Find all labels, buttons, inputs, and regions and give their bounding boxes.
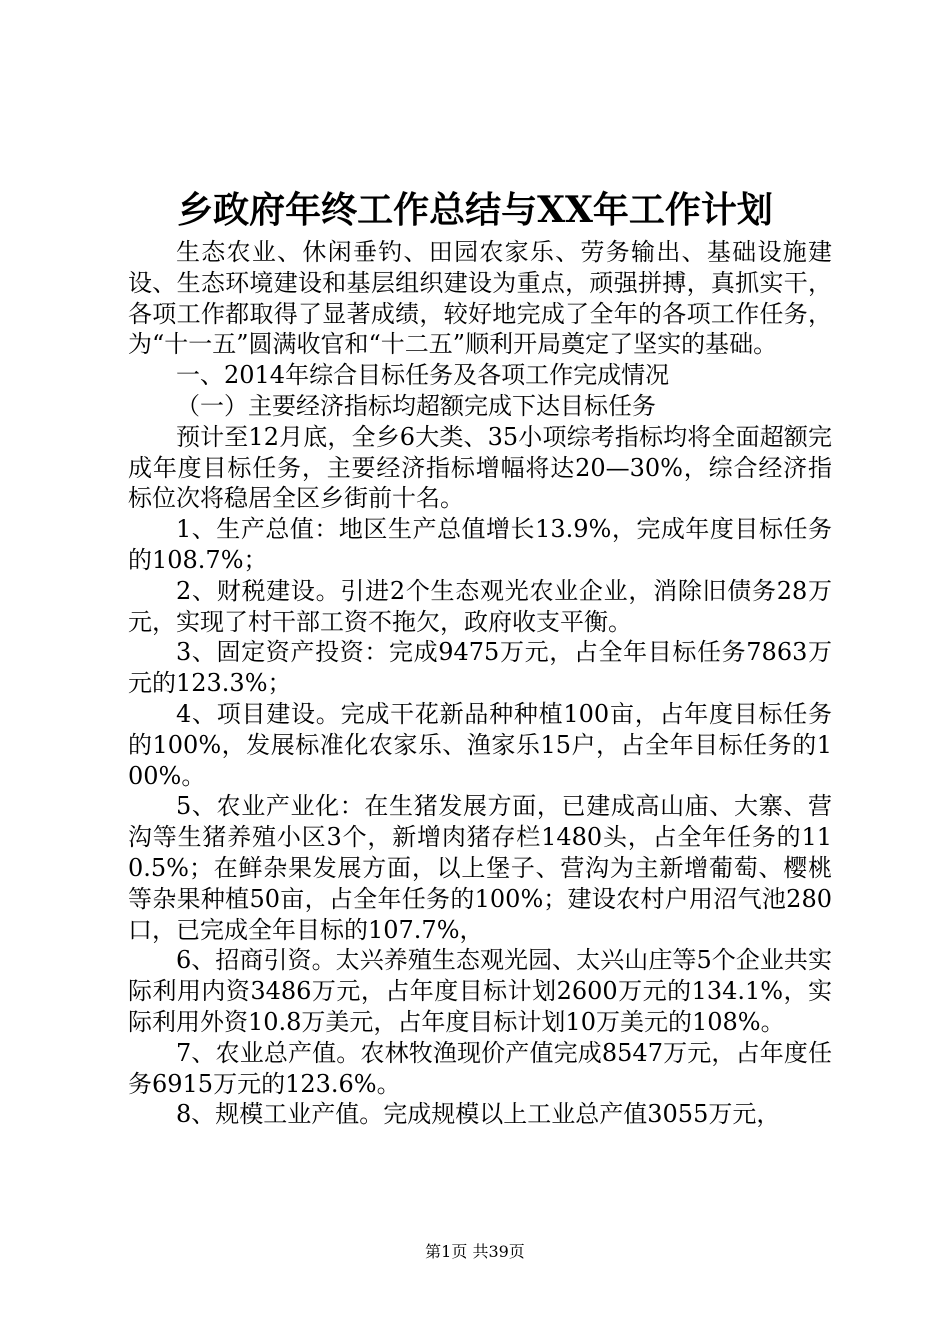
paragraph-intro: 生态农业、休闲垂钓、田园农家乐、劳务输出、基础设施建设、生态环境建设和基层组织建设为重点，顽强拼搏，真抓实干，各项工作都取得了显著成绩，较好地完成了全年的各项工作任务，为“十一五”圆满收官和“十二五”顺利开局奠定了坚实的基础。 (128, 238, 832, 359)
paragraph-overview: 预计至12月底，全乡6大类、35小项综考指标均将全面超额完成年度目标任务，主要经济指标增幅将达20—30%，综合经济指标位次将稳居全区乡街前十名。 (128, 422, 832, 513)
list-item-fixed-investment: 3、固定资产投资：完成9475万元，占全年目标任务7863万元的123.3%； (128, 638, 832, 698)
list-item-projects: 4、项目建设。完成干花新品种种植100亩，占年度目标任务的100%，发展标准化农家乐、渔家乐15户，占全年目标任务的100%。 (128, 699, 832, 790)
document-body (128, 237, 832, 1130)
document-title: 乡政府年终工作总结与XX年工作计划 (177, 189, 773, 231)
list-item-finance: 2、财税建设。引进2个生态观光农业企业，消除旧债务28万元，实现了村干部工资不拖欠，政府收支平衡。 (128, 576, 832, 636)
list-item-industry-output: 8、规模工业产值。完成规模以上工业总产值3055万元， (176, 1100, 781, 1129)
subsection-heading: （一）主要经济指标均超额完成下达目标任务 (176, 391, 656, 420)
list-item-agri-industry: 5、农业产业化：在生猪发展方面，已建成高山庙、大寨、营沟等生猪养殖小区3个，新增肉猪存栏1480头，占全年任务的110.5%；在鲜杂果发展方面，以上堡子、营沟为主新增葡萄、樱桃等杂果种植50亩，占全年任务的100%；建设农村户用沼气池280口，已完成全年目标的107.7%， (128, 792, 832, 944)
list-item-agri-output: 7、农业总产值。农林牧渔现价产值完成8547万元，占年度任务6915万元的123.6%。 (128, 1038, 832, 1098)
list-item-gdp: 1、生产总值：地区生产总值增长13.9%，完成年度目标任务的108.7%； (128, 515, 832, 574)
section-heading: 一、2014年综合目标任务及各项工作完成情况 (176, 361, 670, 390)
page-number-footer: 第1页 共39页 (425, 1242, 525, 1261)
list-item-investment: 6、招商引资。太兴养殖生态观光园、太兴山庄等5个企业共实际利用内资3486万元，占年度目标计划2600万元的134.1%，实际利用外资10.8万美元，占年度目标计划10万美元的108%。 (128, 946, 832, 1036)
